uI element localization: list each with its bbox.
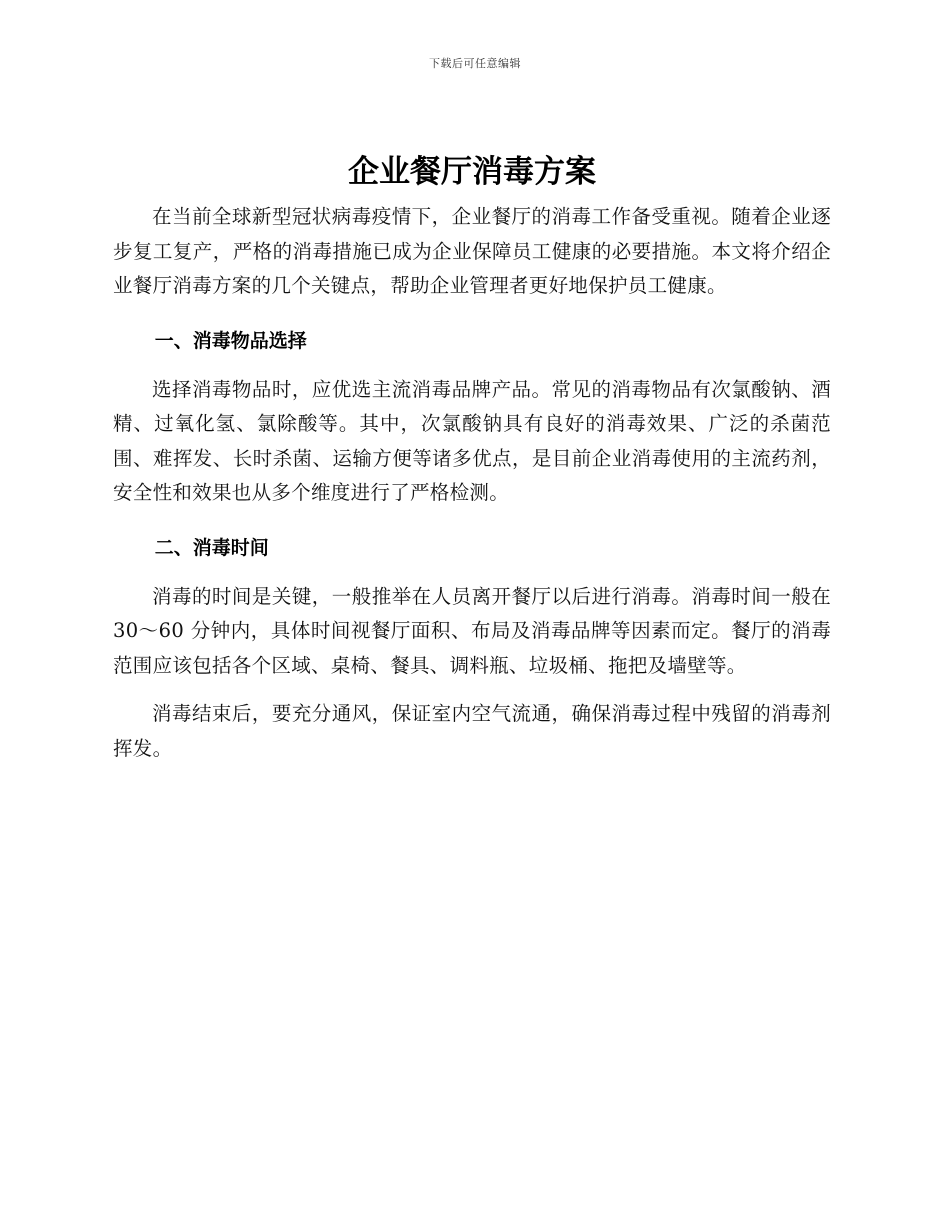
paragraph-spacer bbox=[113, 683, 831, 697]
document-body bbox=[113, 150, 831, 766]
header-note: 下载后可任意编辑 bbox=[429, 57, 521, 70]
section-paragraph: 消毒的时间是关键，一般推举在人员离开餐厅以后进行消毒。消毒时间一般在 30～60 分钟内，具体时间视餐厅面积、布局及消毒品牌等因素而定。餐厅的消毒范围应该包括各个区域、桌椅、餐具、调料瓶、垃圾桶、拖把及墙壁等。 bbox=[113, 584, 831, 677]
intro-paragraph: 在当前全球新型冠状病毒疫情下，企业餐厅的消毒工作备受重视。随着企业逐步复工复产，严格的消毒措施已成为企业保障员工健康的必要措施。本文将介绍企业餐厅消毒方案的几个关键点，帮助企业管理者更好地保护员工健康。 bbox=[113, 205, 831, 297]
document-title: 企业餐厅消毒方案 bbox=[348, 154, 596, 190]
section-paragraph: 消毒结束后，要充分通风，保证室内空气流通，确保消毒过程中残留的消毒剂挥发。 bbox=[113, 702, 831, 760]
section-heading-disinfectant-selection: 一、消毒物品选择 bbox=[154, 329, 307, 352]
section-paragraph: 选择消毒物品时，应优选主流消毒品牌产品。常见的消毒物品有次氯酸钠、酒精、过氧化氢、氯除酸等。其中，次氯酸钠具有良好的消毒效果、广泛的杀菌范围、难挥发、长时杀菌、运输方便等诸多优点，是目前企业消毒使用的主流药剂，安全性和效果也从多个维度进行了严格检测。 bbox=[113, 377, 831, 504]
section-heading-disinfection-time: 二、消毒时间 bbox=[154, 536, 269, 559]
